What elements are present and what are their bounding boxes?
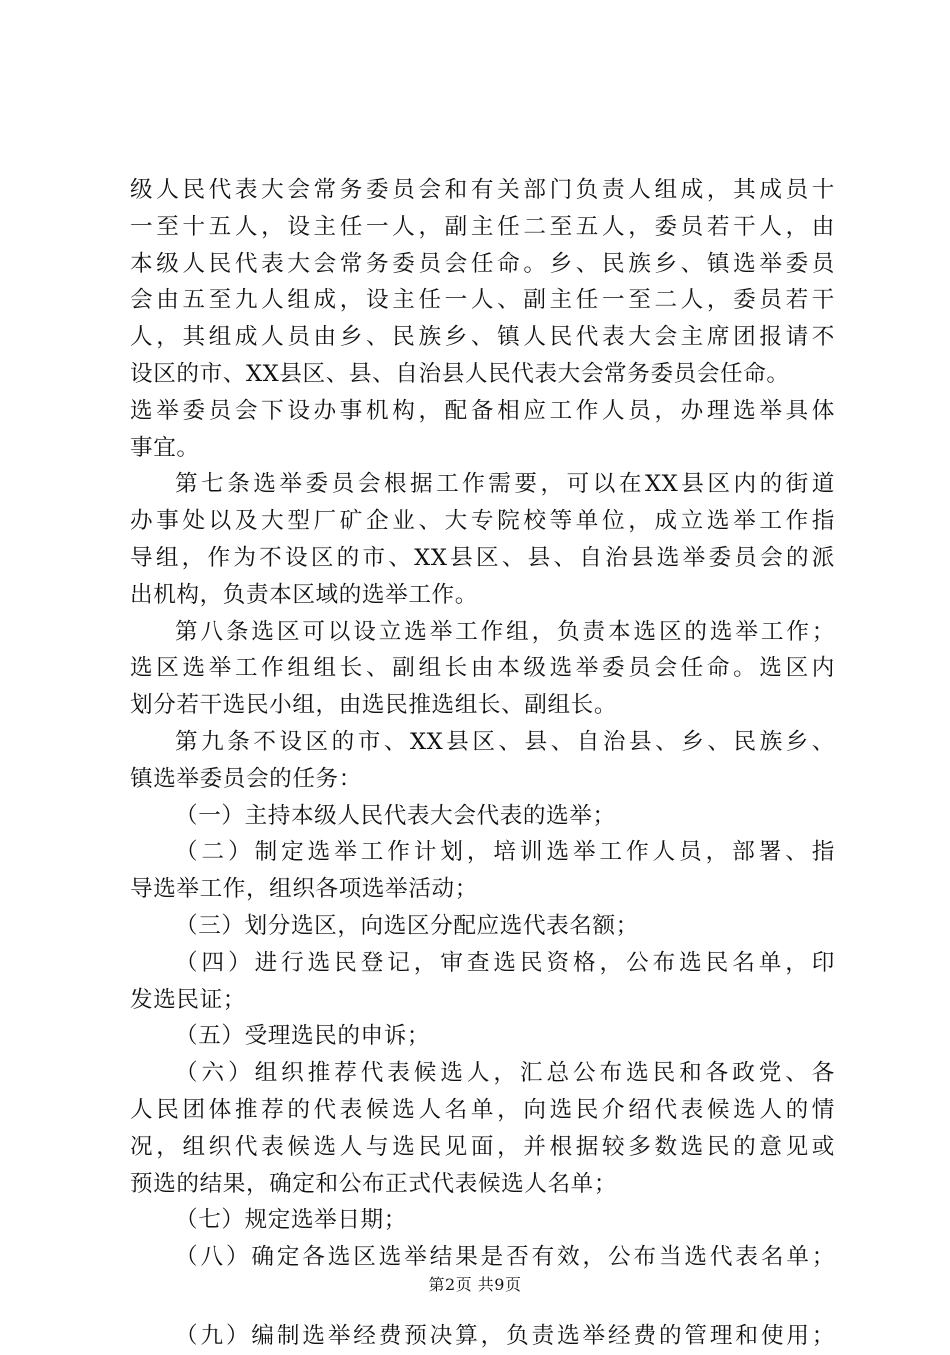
list-item-5: （五）受理选民的申诉； <box>175 1023 431 1050</box>
text-line: 导组，作为不设区的市、XX县区、县、自治县选举委员会的派 <box>130 544 835 571</box>
text-line: 人民团体推荐的代表候选人名单，向选民介绍代表候选人的情 <box>130 1096 835 1123</box>
text-line: 办事处以及大型厂矿企业、大专院校等单位，成立选举工作指 <box>130 508 835 535</box>
list-item-4: （四）进行选民登记，审查选民资格，公布选民名单，印 <box>175 949 835 976</box>
text-line: 预选的结果，确定和公布正式代表候选人名单； <box>130 1170 618 1197</box>
list-item-1: （一）主持本级人民代表大会代表的选举； <box>175 802 616 829</box>
text-line: 划分若干选民小组，由选民推选组长、副组长。 <box>130 692 618 719</box>
text-line: 一至十五人，设主任一人，副主任二至五人，委员若干人，由 <box>130 213 835 240</box>
text-line: 出机构，负责本区域的选举工作。 <box>130 581 478 608</box>
article-7-first-line: 第七条选举委员会根据工作需要，可以在XX县区内的街道 <box>175 471 835 498</box>
text-line: 选举委员会下设办事机构，配备相应工作人员，办理选举具体 <box>130 397 835 424</box>
text-line: 选区选举工作组组长、副组长由本级选举委员会任命。选区内 <box>130 655 835 682</box>
list-item-7: （七）规定选举日期； <box>175 1207 407 1234</box>
list-item-2: （二）制定选举工作计划，培训选举工作人员，部署、指 <box>175 839 835 866</box>
list-item-3: （三）划分选区，向选区分配应选代表名额； <box>175 912 639 939</box>
document-body <box>130 172 835 1355</box>
text-line: 导选举工作，组织各项选举活动； <box>130 876 478 903</box>
list-item-8: （八）确定各选区选举结果是否有效，公布当选代表名单； <box>175 1244 835 1271</box>
text-line: 镇选举委员会的任务： <box>130 765 362 792</box>
article-8-first-line: 第八条选区可以设立选举工作组，负责本选区的选举工作； <box>175 618 835 645</box>
text-line: 设区的市、XX县区、县、自治县人民代表大会常务委员会任命。 <box>130 360 790 387</box>
article-9-first-line: 第九条不设区的市、XX县区、县、自治县、乡、民族乡、 <box>175 728 835 755</box>
text-line: 人，其组成人员由乡、民族乡、镇人民代表大会主席团报请不 <box>130 324 835 351</box>
text-line: 事宜。 <box>130 434 200 461</box>
list-item-6: （六）组织推荐代表候选人，汇总公布选民和各政党、各 <box>175 1060 835 1087</box>
text-line: 况，组织代表候选人与选民见面，并根据较多数选民的意见或 <box>130 1133 835 1160</box>
page-footer: 第2页 共9页 <box>428 1275 522 1294</box>
list-item-9: （九）编制选举经费预决算，负责选举经费的管理和使用； <box>175 1322 835 1349</box>
text-line: 发选民证； <box>130 986 246 1013</box>
text-line: 本级人民代表大会常务委员会任命。乡、民族乡、镇选举委员 <box>130 250 835 277</box>
text-line: 级人民代表大会常务委员会和有关部门负责人组成，其成员十 <box>130 177 835 203</box>
text-line: 会由五至九人组成，设主任一人、副主任一至二人，委员若干 <box>130 287 835 314</box>
